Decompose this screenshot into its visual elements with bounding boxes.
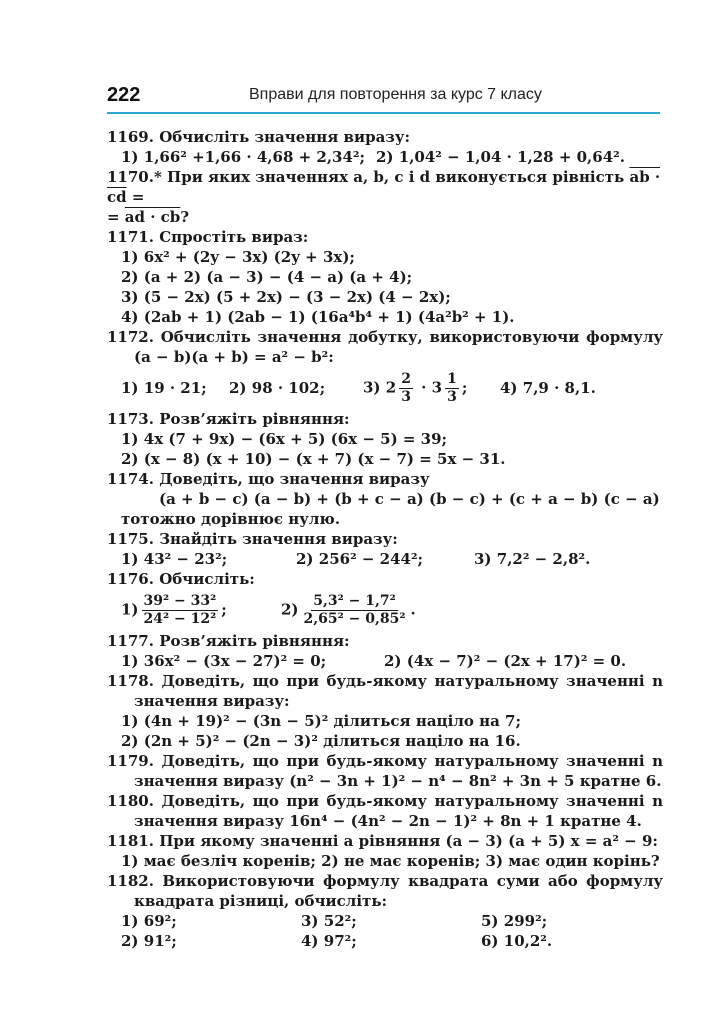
exercise-item: 6) 10,2². [481, 932, 553, 950]
exercise-item: 2) 91²; [121, 932, 177, 950]
overline-expression: ab · cd [107, 168, 661, 206]
exercise-item: 3) 52²; [301, 912, 357, 930]
equals-sign: = [126, 188, 145, 206]
exercise-heading: 1181. При якому значенні a рівняння (a − 3) (a + 5) x = a² − 9: [107, 832, 658, 850]
exercise-item: 3) 7,2² − 2,8². [474, 550, 591, 568]
exercise-item: 4) (2ab + 1) (2ab − 1) (16a⁴b⁴ + 1) (4a²b² + 1). [121, 308, 515, 326]
exercise-item: 2) (a + 2) (a − 3) − (4 − a) (a + 4); [121, 268, 413, 286]
exercise-1181 [107, 831, 663, 871]
exercise-heading: 1170.* При яких значеннях a, b, c і d виконується рівність [107, 168, 625, 186]
exercise-item: 4) 97²; [301, 932, 357, 950]
exercise-item: 1) 19 · 21; [121, 379, 207, 397]
exercise-item: 2) (2n + 5)² − (2n − 3)² ділиться націло на 16. [121, 732, 521, 750]
exercise-item: 2) 256² − 244²; [296, 550, 424, 568]
exercise-heading: 1182. Використовуючи формулу квадрата суми або формулу квадрата різниці, обчисліть: [107, 872, 663, 910]
running-title: Вправи для повторення за курс 7 класу [249, 86, 542, 103]
exercise-heading: 1173. Розв’яжіть рівняння: [107, 410, 350, 428]
exercise-heading: 1178. Доведіть, що при будь-якому натуральному значенні n значення виразу: [107, 672, 663, 710]
expression: (a + b − c) (a − b) + (b + c − a) (b − c) + (c + a − b) (c − a) [159, 490, 660, 508]
exercise-item: 1) 36x² − (3x − 27)² = 0; [121, 652, 327, 670]
mixed-number-whole: · 3 [415, 378, 443, 396]
exercise-text: тотожно дорівнює нулю. [121, 510, 341, 528]
exercise-item: 1) 4x (7 + 9x) − (6x + 5) (6x − 5) = 39; [121, 430, 448, 448]
exercise-list [107, 127, 663, 951]
exercise-item: 2) (x − 8) (x + 10) − (x + 7) (x − 7) = 5x − 31. [121, 450, 506, 468]
exercise-1174 [107, 469, 663, 529]
exercise-item: 1) 43² − 23²; [121, 550, 228, 568]
exercise-1169 [107, 127, 663, 167]
item-number: 1) [121, 600, 139, 618]
exercise-item: 5) 299²; [481, 912, 548, 930]
fraction: $\frac{2}{3}$ [401, 370, 411, 405]
item-number: 2) [281, 600, 299, 618]
exercise-options: 1) має безліч коренів; 2) не має коренів; 3) має один корінь? [121, 852, 660, 870]
exercise-1172 [107, 327, 663, 409]
exercise-item: 1) 1,66² +1,66 · 4,68 + 2,34²; [121, 148, 366, 166]
exercise-1179: 1179. Доведіть, що при будь-якому натуральному значенні n значення виразу (n² − 3n + 1)² − n⁴ − 8n² + 3n + 5 кратне 6. [107, 752, 663, 790]
exercise-1175 [107, 529, 663, 569]
exercise-item: 1) (4n + 19)² − (3n − 5)² ділиться націло на 7; [121, 712, 522, 730]
exercise-item: 1) 6x² + (2y − 3x) (2y + 3x); [121, 248, 355, 266]
exercise-heading: 1175. Знайдіть значення виразу: [107, 530, 398, 548]
exercise-item: 4) 7,9 · 8,1. [500, 379, 596, 397]
exercise-1171 [107, 227, 663, 327]
exercise-item: 2) (4x − 7)² − (2x + 17)² = 0. [384, 652, 627, 670]
exercise-item: 2) $\frac{\text{5,3² − 1,7²}}{\text{2,65² − 0,85²}}$ . [281, 592, 416, 627]
exercise-1173 [107, 409, 663, 469]
overline-expression: ad · cb [124, 208, 181, 226]
equals-sign: = [107, 208, 125, 226]
exercise-1182 [107, 871, 663, 951]
exercise-1170 [107, 167, 663, 227]
exercise-1178 [107, 671, 663, 751]
fraction: $\frac{\text{5,3² − 1,7²}}{\text{2,65² − 0,85²}}$ [303, 592, 406, 627]
exercise-item: 1) $\frac{\text{39² − 33²}}{\text{24² − 12²}}$ ; [121, 592, 227, 627]
exercise-item: 2) 98 · 102; [229, 379, 326, 397]
fraction: $\frac{1}{3}$ [447, 370, 457, 405]
exercise-heading: 1177. Розв’яжіть рівняння: [107, 632, 350, 650]
exercise-item: 1) 69²; [121, 912, 177, 930]
exercise-1180: 1180. Доведіть, що при будь-якому натуральному значенні n значення виразу 16n⁴ − (4n² − 2n − 1)² + 8n + 1 кратне 4. [107, 792, 663, 830]
exercise-item: 2) 1,04² − 1,04 · 1,28 + 0,64². [376, 148, 625, 166]
fraction: $\frac{\text{39² − 33²}}{\text{24² − 12²}}$ [143, 592, 217, 627]
question-mark: ? [180, 208, 190, 226]
page-number: 222 [107, 84, 141, 106]
exercise-1176 [107, 569, 663, 631]
exercise-heading: 1176. Обчисліть: [107, 570, 255, 588]
exercise-heading: 1171. Спростіть вираз: [107, 228, 309, 246]
exercise-heading: 1172. Обчисліть значення добутку, використовуючи формулу (a − b)(a + b) = a² − b²: [107, 328, 663, 366]
mixed-number-whole: 3) 2 [363, 378, 397, 396]
page-header [107, 84, 660, 114]
exercise-item: 3) (5 − 2x) (5 + 2x) − (3 − 2x) (4 − 2x); [121, 288, 451, 306]
exercise-heading: 1174. Доведіть, що значення виразу [107, 470, 430, 488]
exercise-heading: 1169. Обчисліть значення виразу: [107, 128, 410, 146]
exercise-1177 [107, 631, 663, 671]
exercise-item: 3) 2 $\frac{2}{3}$ · 3 $\frac{1}{3}$ ; [363, 370, 468, 405]
